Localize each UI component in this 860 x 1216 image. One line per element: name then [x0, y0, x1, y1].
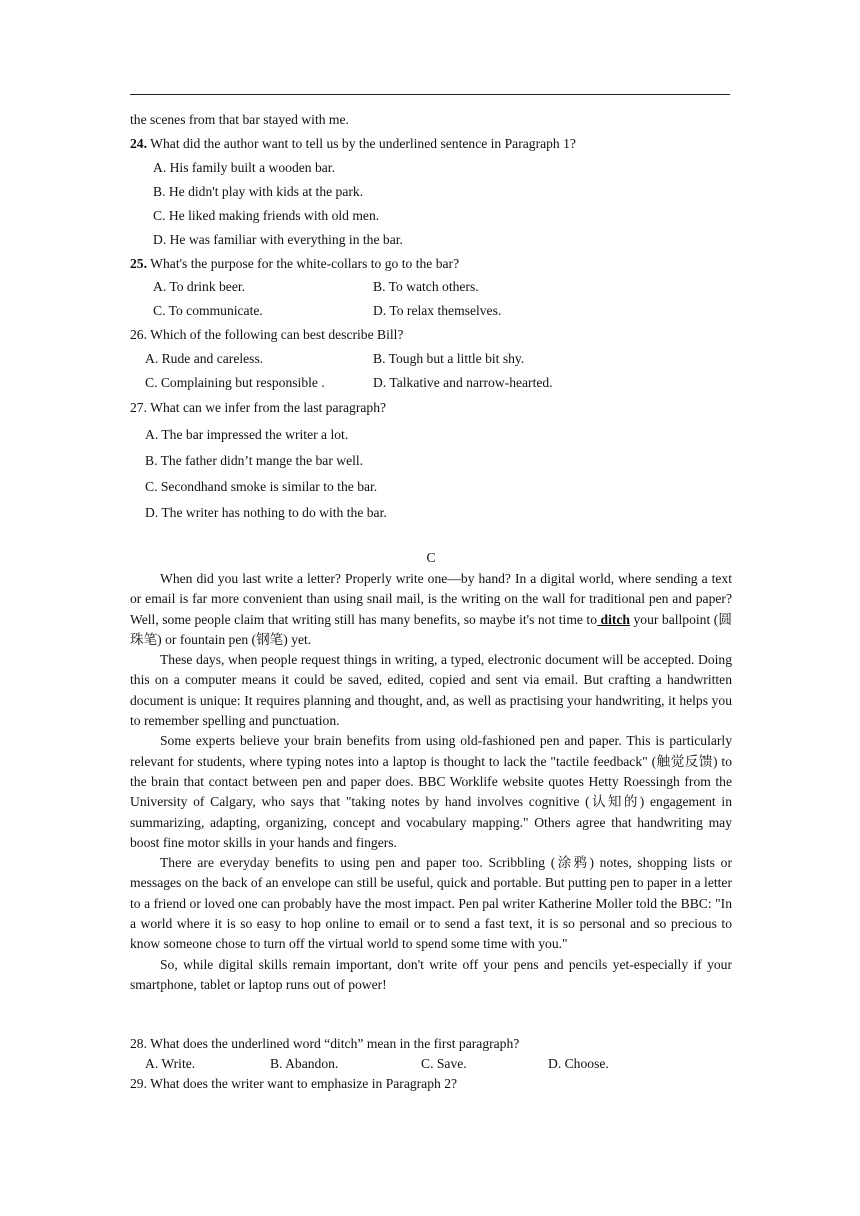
continued-text: the scenes from that bar stayed with me. — [130, 112, 349, 127]
option-a: A. His family built a wooden bar. — [153, 160, 335, 175]
option-b: B. The father didn’t mange the bar well. — [145, 453, 364, 468]
option-c: C. Secondhand smoke is similar to the bar. — [145, 479, 378, 494]
option-a: A. Write. — [145, 1056, 196, 1071]
option-a: A. Rude and careless. — [145, 351, 264, 366]
question-29: 29. What does the writer want to emphasize in Paragraph 2? — [130, 1076, 458, 1091]
option-d: D. Choose. — [548, 1056, 609, 1071]
option-d: D. To relax themselves. — [373, 303, 502, 318]
option-c: C. He liked making friends with old men. — [153, 208, 380, 223]
paragraph-3: Some experts believe your brain benefits from using old-fashioned pen and paper. This is particularly relevant for students, where typing notes into a laptop is thought to lack the "tactile feedback" (触觉反馈) to the brain that contact between pen and paper does. BBC Worklife website quotes Hetty Roessingh from the University of Calgary, who says that "taking notes by hand involves cognitive (认知的) engagement in summarizing, adapting, organizing, concept and vocabulary mapping." Others agree that handwriting may boost fine motor skills in your hands and fingers. — [130, 733, 732, 850]
option-c: C. To communicate. — [153, 303, 263, 318]
option-d: D. He was familiar with everything in the bar. — [153, 232, 403, 247]
option-b: B. He didn't play with kids at the park. — [153, 184, 364, 199]
option-b: B. Abandon. — [270, 1056, 339, 1071]
option-b: B. Tough but a little bit shy. — [373, 351, 525, 366]
question-stem: What's the purpose for the white-collars to go to the bar? — [147, 256, 460, 271]
option-d: D. The writer has nothing to do with the bar. — [145, 505, 387, 520]
option-b: B. To watch others. — [373, 279, 479, 294]
header-rule — [130, 94, 730, 95]
option-a: A. To drink beer. — [153, 279, 246, 294]
paragraph-4: There are everyday benefits to using pen and paper too. Scribbling (涂鸦) notes, shopping lists or messages on the back of an envelope can still be useful, quick and portable. But putting pen to paper in a letter to a friend or loved one can probably have the most impact. Pen pal writer Katherine Moller told the BBC: "In a world where it is so easy to hop online to email or to send a fast text, it is so personal and so precious to know someone chose to turn off the virtual world to spend some time with you." — [130, 855, 732, 952]
option-c: C. Save. — [421, 1056, 467, 1071]
paragraph-2: These days, when people request things in writing, a typed, electronic document will be accepted. Doing this on a computer means it could be saved, edited, copied and sent via email. But crafting a handwritten document is unique: It requires planning and thought, and, as well as practising your handwriting, it helps you to remember spelling and punctuation. — [130, 652, 732, 729]
question-stem: What did the author want to tell us by the underlined sentence in Paragraph 1? — [147, 136, 576, 151]
option-d: D. Talkative and narrow-hearted. — [373, 375, 553, 390]
question-26: 26. Which of the following can best describe Bill? — [130, 327, 404, 342]
question-28: 28. What does the underlined word “ditch” mean in the first paragraph? — [130, 1036, 520, 1051]
option-c: C. Complaining but responsible . — [145, 375, 325, 390]
paragraph-1: When did you last write a letter? Properly write one—by hand? In a digital world, where sending a text or email is far more convenient than using snail mail, is the writing on the wall for traditional pen and paper? Well, some people claim that writing still has many benefits, so maybe it's not time to ditch your ballpoint (圆珠笔) or fountain pen (钢笔) yet. — [130, 571, 732, 647]
question-24 — [130, 134, 576, 154]
passage-c — [130, 569, 732, 995]
question-25 — [130, 254, 459, 274]
question-27: 27. What can we infer from the last paragraph? — [130, 400, 387, 415]
paragraph-5: So, while digital skills remain important, don't write off your pens and pencils yet-especially if your smartphone, tablet or laptop runs out of power! — [130, 956, 732, 992]
underlined-word: ditch — [597, 611, 630, 627]
question-number: 25. — [130, 256, 147, 271]
option-a: A. The bar impressed the writer a lot. — [145, 427, 349, 442]
section-label: C — [426, 550, 436, 565]
question-number: 24. — [130, 136, 147, 151]
